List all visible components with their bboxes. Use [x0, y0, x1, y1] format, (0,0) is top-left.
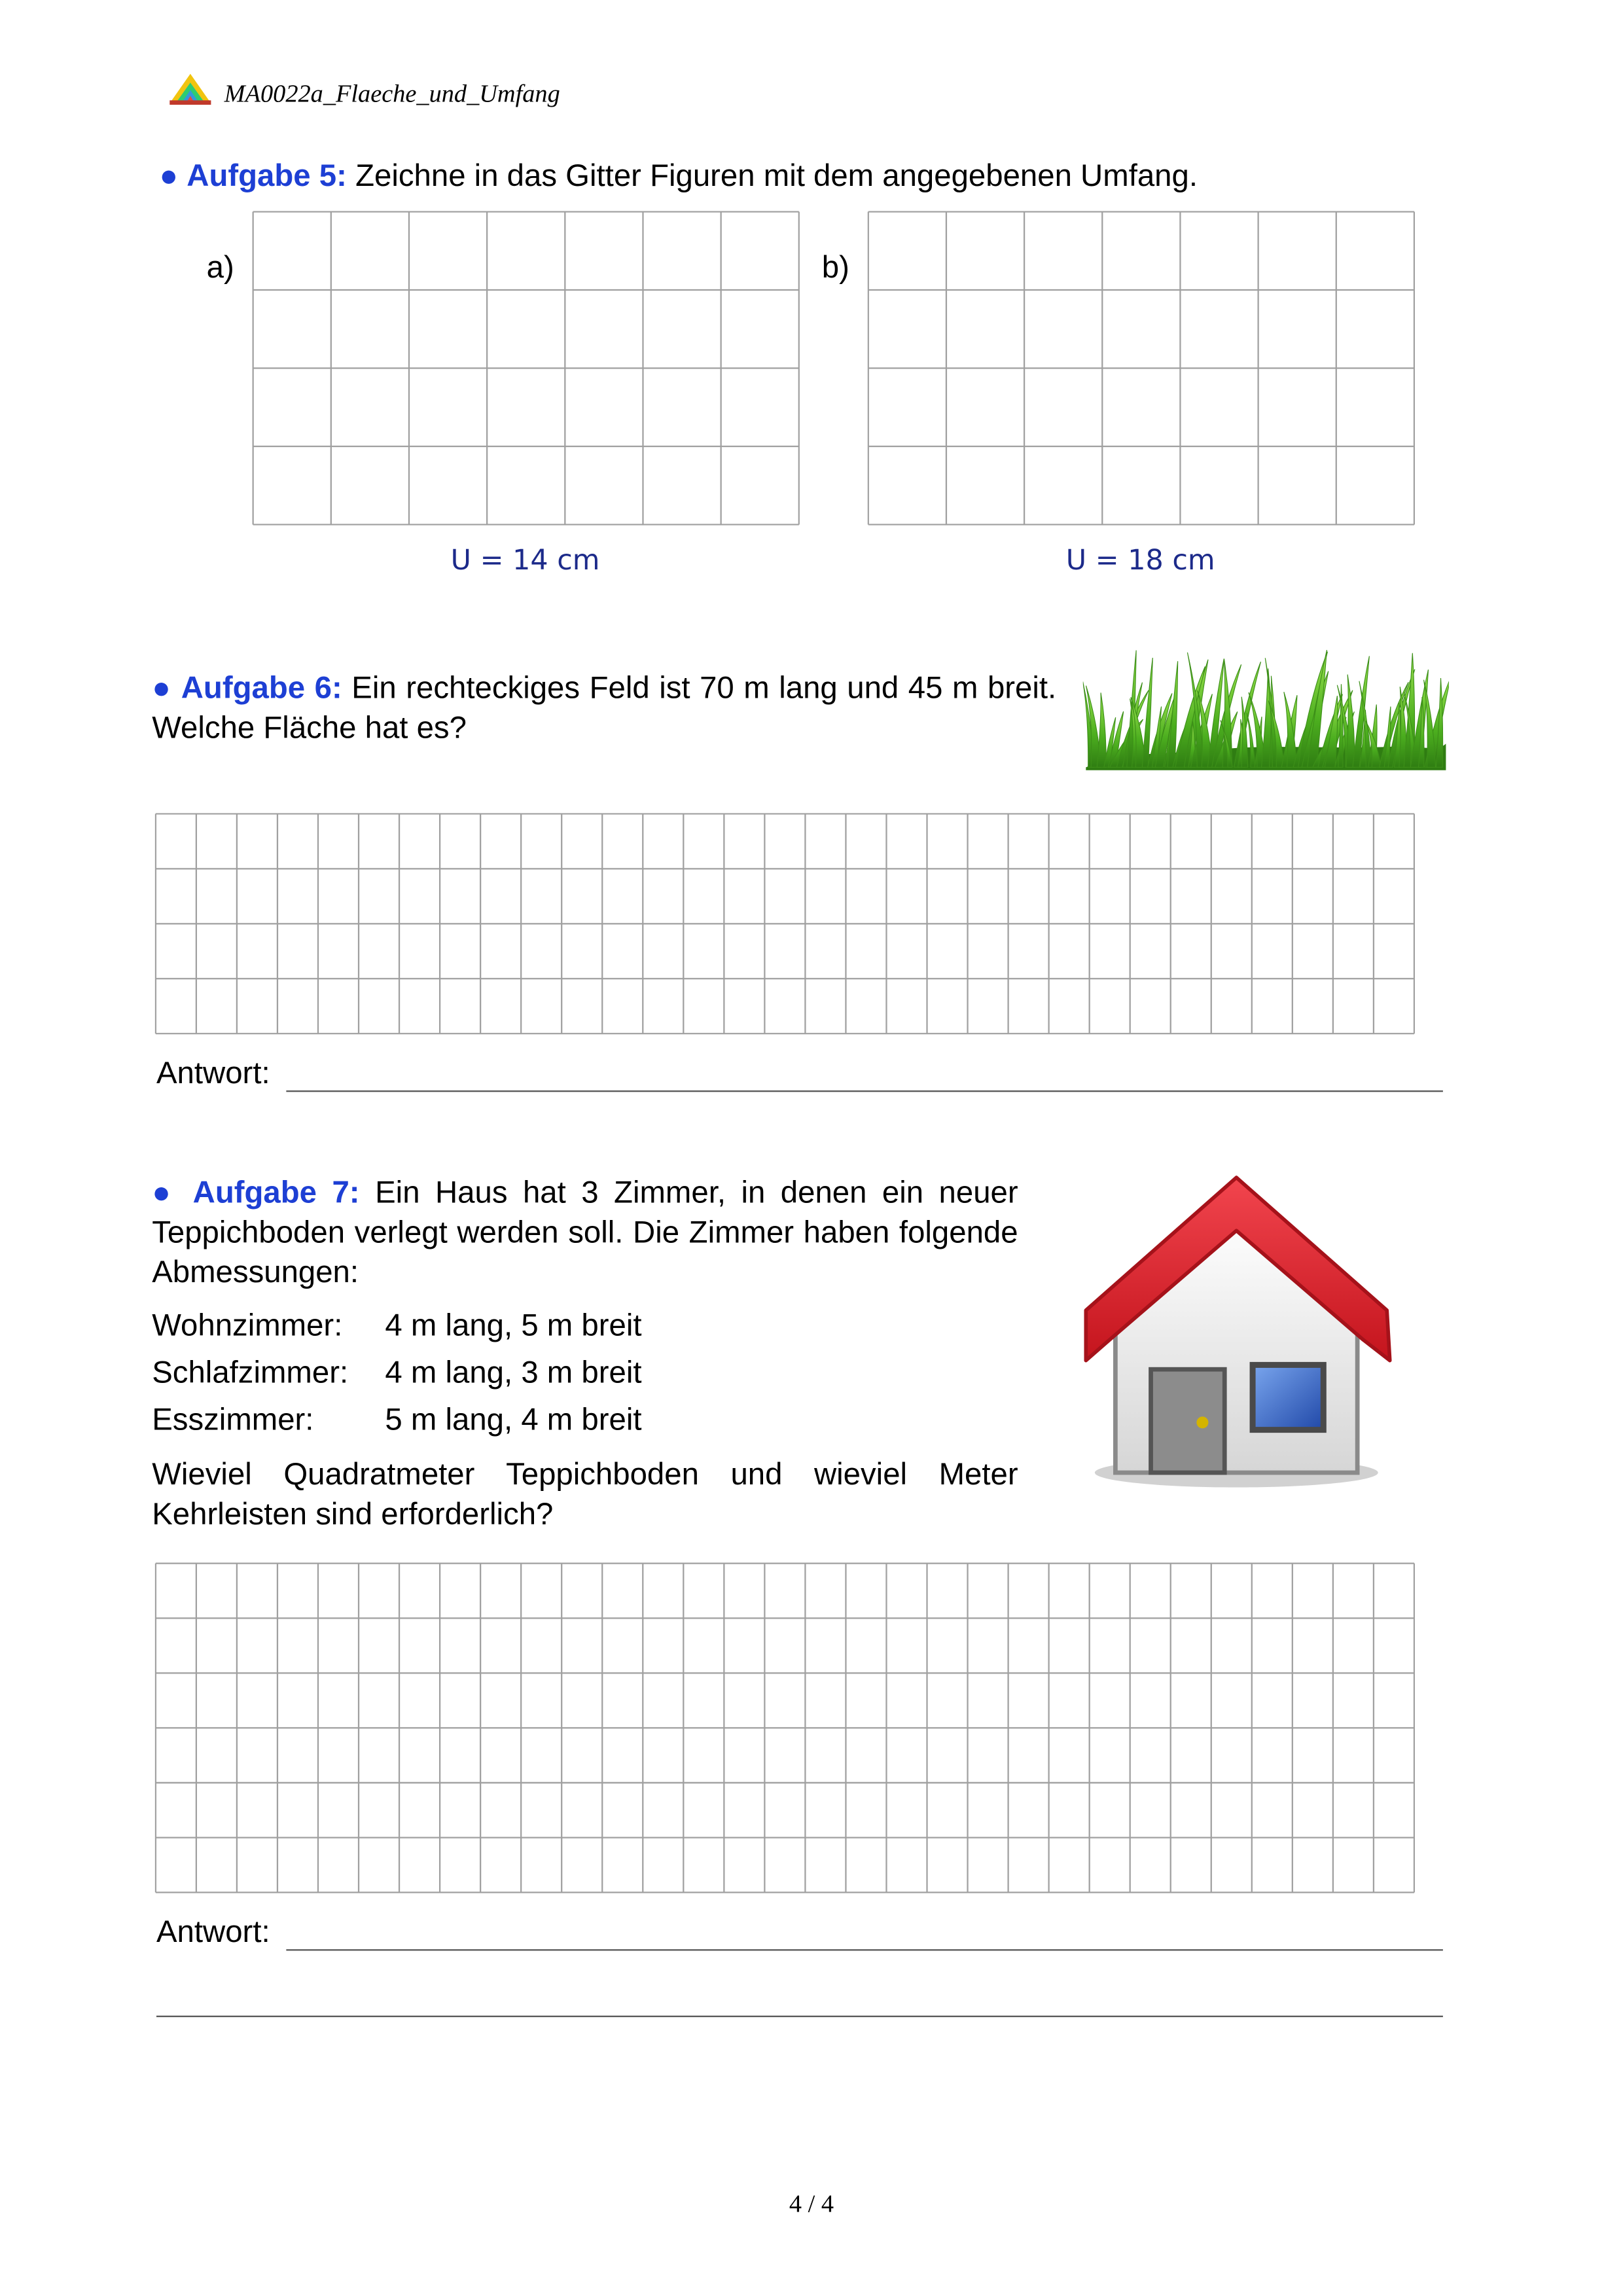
grass-blade	[1325, 696, 1337, 767]
task7-grid[interactable]	[155, 1563, 1415, 1893]
room-name: Esszimmer:	[152, 1403, 314, 1437]
room-row	[152, 1350, 641, 1397]
room-name: Schlafzimmer:	[152, 1355, 349, 1390]
room-dims: 5 m lang, 4 m breit	[385, 1403, 642, 1437]
room-dims: 4 m lang, 3 m breit	[385, 1355, 642, 1390]
room-dimensions-table	[152, 1303, 641, 1444]
task7-answer-line-2[interactable]	[156, 2016, 1443, 2017]
grass-blade	[1346, 675, 1355, 768]
task7-answer-line[interactable]	[286, 1949, 1443, 1950]
room-name: Wohnzimmer:	[152, 1308, 343, 1343]
room-row	[152, 1397, 641, 1444]
task7-bullet: ●	[152, 1175, 178, 1210]
task5-perimeter-a: U = 14 cm	[450, 544, 600, 577]
task5-grid-a[interactable]	[253, 211, 800, 525]
task7-question: Wieviel Quadratmeter Teppichboden und wieviel Meter Kehrleisten sind erforderlich?	[152, 1458, 1018, 1532]
task6-answer-line[interactable]	[286, 1090, 1443, 1092]
task5-title: Aufgabe 5:	[187, 159, 347, 194]
grass-blade	[1142, 658, 1152, 767]
room-dims: 4 m lang, 5 m breit	[385, 1308, 642, 1343]
task5-label-b: b)	[821, 251, 849, 285]
task5-label-a: a)	[206, 251, 234, 285]
task6-title: Aufgabe 6:	[181, 671, 342, 706]
task5-bullet: ●	[159, 159, 179, 194]
task7-text-block	[152, 1173, 1018, 1293]
task7-title: Aufgabe 7:	[192, 1175, 360, 1210]
task6-bullet: ●	[152, 671, 172, 706]
grass-blade	[1097, 692, 1106, 767]
task6-text-block	[152, 668, 1056, 748]
grass-image	[1083, 646, 1449, 770]
task5-grid-b[interactable]	[868, 211, 1415, 525]
task6-text: Ein rechteckiges Feld ist 70 m lang und 45 m breit. Welche Fläche hat es?	[152, 671, 1057, 745]
document-filename: MA0022a_Flaeche_und_Umfang	[224, 79, 560, 108]
task5-text: Zeichne in das Gitter Figuren mit dem angegebenen Umfang.	[355, 159, 1198, 194]
page-number: 4 / 4	[789, 2189, 834, 2218]
task5-heading	[159, 156, 1198, 196]
logo-icon	[167, 71, 214, 106]
task7-text: Ein Haus hat 3 Zimmer, in denen ein neuer Teppichboden verlegt werden soll. Die Zimmer haben folgende Abmessungen:	[152, 1175, 1018, 1290]
task6-grid[interactable]	[155, 813, 1415, 1034]
task6-answer-label: Antwort:	[156, 1056, 270, 1091]
room-row	[152, 1303, 641, 1350]
task5-perimeter-b: U = 18 cm	[1065, 544, 1215, 577]
house-icon	[1074, 1172, 1399, 1496]
task7-answer-label: Antwort:	[156, 1915, 270, 1950]
